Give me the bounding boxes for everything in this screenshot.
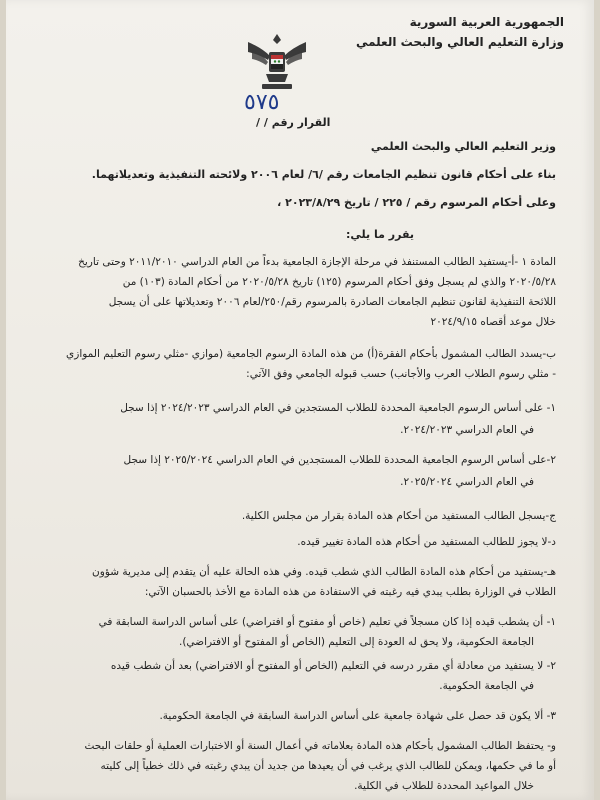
article1-e2-line: في الجامعة الحكومية. [439,680,534,692]
article1-b-line: - مثلي رسوم الطلاب العرب والأجانب) حسب قبوله الجامعي وفق الآتي: [246,368,556,380]
article1-e-line: الطلاب في الوزارة بطلب يبدي فيه رغبته في الاستفادة من هذه المادة مع الأخذ بالحسبان الآتي: [144,586,556,598]
legal-basis: بناء على أحكام قانون تنظيم الجامعات رقم /٦/ لعام ٢٠٠٦ ولائحته التنفيذية وتعديلاتهما. [91,168,556,181]
article1-f-line: أو ما في حكمها، ويمكن للطالب الذي يرغب في أن يعيدها من جديد أن يبدي رغبته في ذلك خطياً إلى كليته [100,760,556,772]
country-name: الجمهورية العربية السورية [409,15,564,29]
minister-title: وزير التعليم العالي والبحث العلمي [370,140,556,153]
article1-e3: ٣- ألا يكون قد حصل على شهادة جامعية على أساس الدراسة السابقة في الجامعة الحكومية. [159,710,556,722]
article1-b1-line: في العام الدراسي ٢٠٢٤/٢٠٢٣. [400,424,534,436]
article1-e2-line: ٢- لا يستفيد من معادلة أي مقرر درسه في التعليم (الخاص أو المفتوح أو الافتراضي) بعد أن شطب قيده [110,660,556,672]
ministry-name: وزارة التعليم العالي والبحث العلمي [355,35,564,49]
article1-a-line: اللائحة التنفيذية لقانون تنظيم الجامعات الصادرة بالمرسوم رقم/٢٥٠/لعام ٢٠٠٦ وتعديلاتها على أن يسجل [108,296,556,308]
article1-f-line: و- يحتفظ الطالب المشمول بأحكام هذه المادة بعلاماته في أعمال السنة أو الاختبارات العملية أو حلقات البحث [84,740,556,752]
article1-e1-line: ١- أن يشطب قيده إذا كان مسجلاً في تعليم (خاص أو مفتوح أو افتراضي) على أساس الدراسة السابقة في [98,616,556,628]
decree-number: ٥٧٥ [244,90,280,115]
article1-b2-line: في العام الدراسي ٢٠٢٥/٢٠٢٤. [400,476,534,488]
article1-b2-line: ٢-على أساس الرسوم الجامعية المحددة للطلاب المستجدين في العام الدراسي ٢٠٢٥/٢٠٢٤ إذا سجل [123,454,556,466]
decides-heading: يقرر ما يلي: [346,228,414,241]
eagle-emblem-icon [242,28,312,92]
article1-e-line: هـ-يستفيد من أحكام هذه المادة الطالب الذي شطب قيده. وفي هذه الحالة عليه أن يتقدم إلى مديرية شؤون [92,566,556,578]
article1-d: د-لا يجوز للطالب المستفيد من أحكام هذه المادة تغيير قيده. [297,536,556,548]
article1-c: ج-يسجل الطالب المستفيد من أحكام هذه المادة بقرار من مجلس الكلية. [241,510,556,522]
document-page [6,0,594,800]
article1-a-line: ٢٠٢٠/٥/٢٨ والذي لم يسجل وفق أحكام المرسوم (١٢٥) تاريخ ٢٠٢٠/٥/٢٨ من أحكام المادة (١٠٣) من [122,276,556,288]
letterhead [356,12,564,52]
article1-a-line: المادة ١ -أ-يستفيد الطالب المستنفذ في مرحلة الإجازة الجامعية بدءاً من العام الدراسي ٢٠١١/٢٠١٠ وحتى تاريخ [78,256,556,268]
decree-reference: وعلى أحكام المرسوم رقم / ٢٢٥ / تاريخ ٢٠٢٣/٨/٢٩ ، [277,196,556,209]
decree-label: القرار رقم / / [256,116,331,129]
article1-f-line: خلال المواعيد المحددة للطلاب في الكلية. [354,780,534,792]
article1-b1-line: ١- على أساس الرسوم الجامعية المحددة للطلاب المستجدين في العام الدراسي ٢٠٢٤/٢٠٢٣ إذا سجل [120,402,556,414]
article1-e1-line: الجامعة الحكومية، ولا يحق له العودة إلى التعليم (الخاص أو المفتوح أو الافتراضي). [178,636,534,648]
article1-b-line: ب-يسدد الطالب المشمول بأحكام الفقرة(أ) من هذه المادة الرسوم الجامعية (موازي -مثلي رسوم التعليم الموازي [66,348,556,360]
article1-a-line: خلال موعد أقصاه ٢٠٢٤/٩/١٥ [430,316,556,328]
